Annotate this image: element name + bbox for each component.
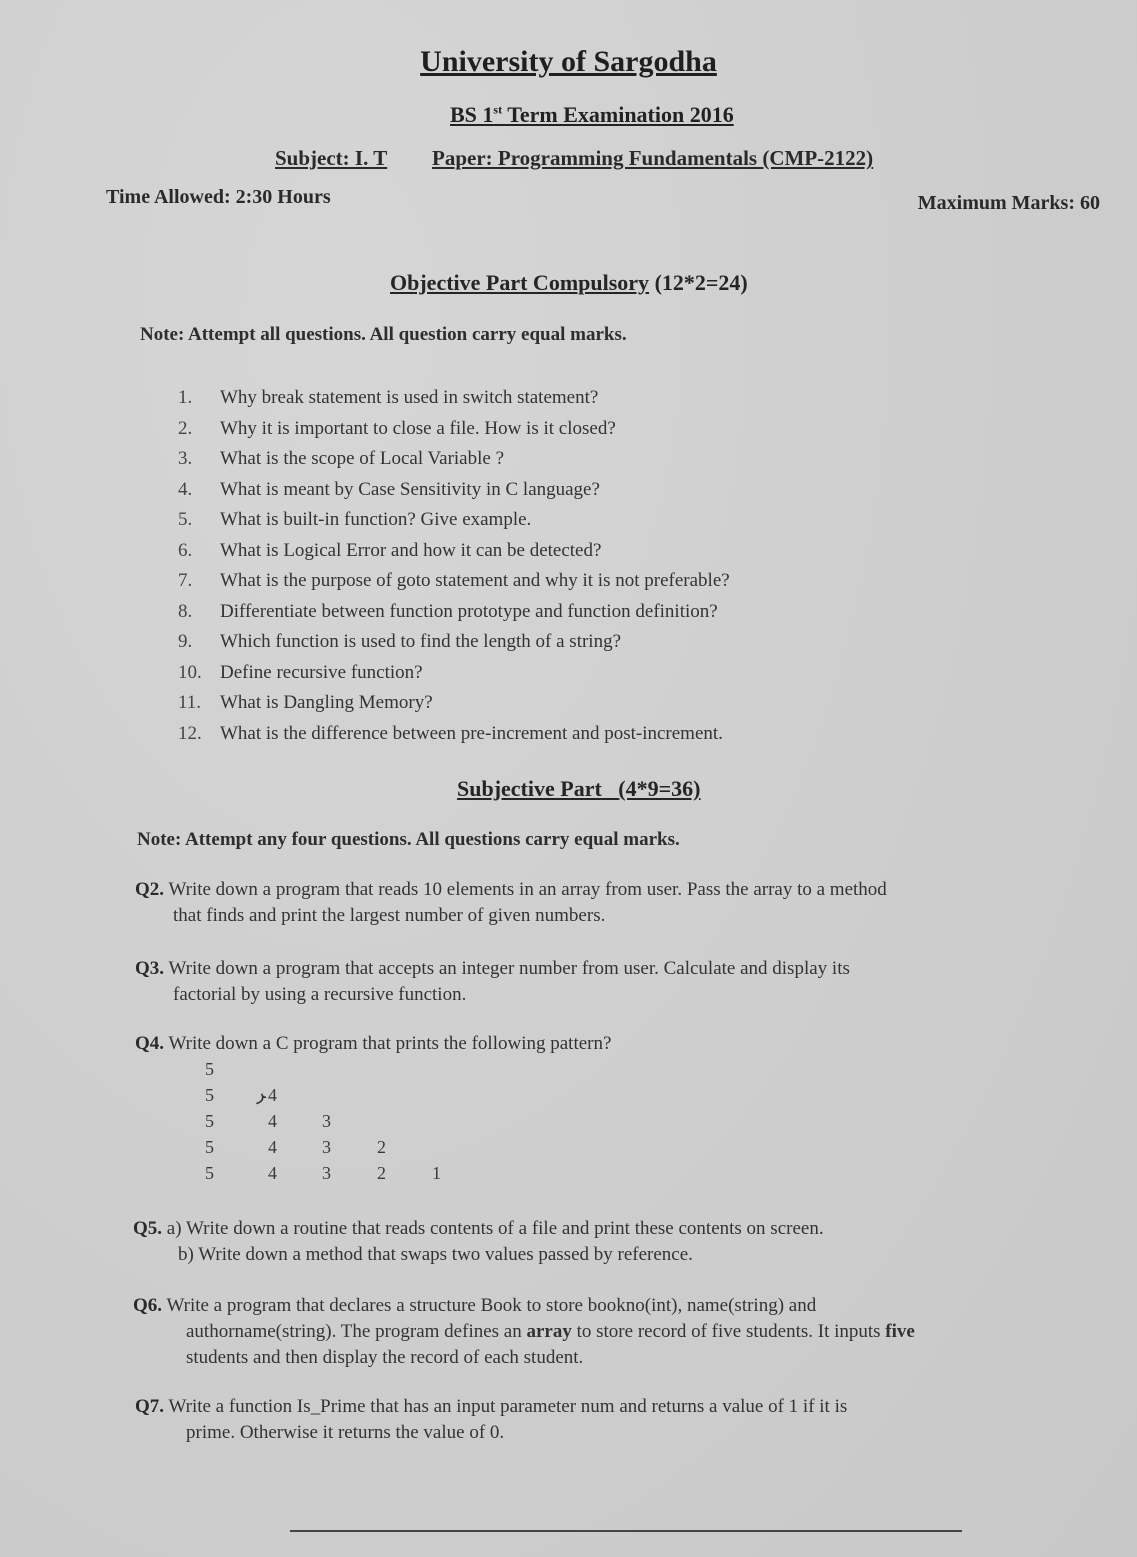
- question-number: 10.: [178, 661, 202, 683]
- question-label: Q3.: [135, 958, 165, 979]
- pattern-cell: 4: [268, 1163, 277, 1183]
- question-number: 1.: [178, 387, 193, 408]
- objective-question: [178, 505, 730, 536]
- question-line: prime. Otherwise it returns the value of 0.: [186, 1422, 505, 1443]
- question-number: 9.: [178, 631, 193, 652]
- objective-question-list: [178, 383, 730, 749]
- question-number: 6.: [178, 539, 193, 561]
- pattern-cell: 5: [205, 1137, 214, 1157]
- exam-superscript: st: [493, 102, 503, 117]
- handwritten-mark-icon: ﺮ: [253, 1082, 267, 1104]
- objective-question: [178, 566, 730, 597]
- subjective-marks: (4*9=36): [618, 776, 701, 801]
- exam-suffix: Term Examination 2016: [502, 102, 734, 127]
- objective-question: [178, 719, 730, 750]
- pattern-cell: 2: [377, 1163, 386, 1183]
- question-line: Write down a program that accepts an integer number from user. Calculate and display its: [164, 958, 850, 979]
- question-line: Write down a program that reads 10 elements in an array from user. Pass the array to a method: [164, 879, 887, 900]
- question-number: 8.: [178, 600, 193, 622]
- question-line: b) Write down a method that swaps two values passed by reference.: [178, 1244, 693, 1265]
- objective-question: [178, 383, 730, 414]
- question-text: Define recursive function?: [220, 661, 423, 683]
- question-q5: [133, 1216, 824, 1268]
- question-number: 2.: [178, 417, 193, 439]
- question-text: Differentiate between function prototype and function definition?: [220, 600, 718, 622]
- question-label: Q4.: [135, 1033, 165, 1054]
- question-text: What is the difference between pre-increment and post-increment.: [220, 722, 723, 744]
- question-line: a) Write down a routine that reads contents of a file and print these contents on screen.: [162, 1218, 824, 1239]
- question-text-bold: five: [885, 1321, 915, 1342]
- question-line: Write a program that declares a structure Book to store bookno(int), name(string) and: [162, 1295, 817, 1316]
- paper-label: Paper: Programming Fundamentals (CMP-2122): [432, 146, 874, 170]
- question-label: Q2.: [135, 879, 165, 900]
- objective-note: Note: Attempt all questions. All question carry equal marks.: [140, 324, 627, 345]
- objective-heading: [390, 270, 748, 296]
- question-text: to store record of five students. It inputs: [571, 1321, 886, 1342]
- question-label: Q5.: [133, 1218, 163, 1239]
- time-allowed: Time Allowed: 2:30 Hours: [106, 186, 331, 208]
- subjective-heading-text: Subjective Part: [457, 776, 602, 801]
- question-line: [133, 1319, 915, 1345]
- objective-question: [178, 597, 730, 628]
- pattern-cell: 5: [205, 1111, 214, 1131]
- question-text: Which function is used to find the length of a string?: [220, 631, 622, 652]
- objective-question: [178, 475, 730, 506]
- subjective-note: Note: Attempt any four questions. All questions carry equal marks.: [137, 829, 680, 850]
- pattern-cell: 3: [322, 1137, 331, 1157]
- question-text: What is the scope of Local Variable ?: [220, 448, 505, 469]
- question-text: Why break statement is used in switch statement?: [220, 387, 599, 408]
- pattern-cell: 4: [268, 1111, 277, 1131]
- question-text: What is Logical Error and how it can be detected?: [220, 539, 602, 561]
- objective-question: [178, 536, 730, 567]
- objective-marks: (12*2=24): [649, 270, 748, 295]
- question-q6: [133, 1293, 915, 1371]
- question-q4: [135, 1031, 611, 1057]
- question-text: authorname(string). The program defines an: [186, 1321, 527, 1342]
- question-line: students and then display the record of each student.: [186, 1347, 584, 1368]
- question-q3: [135, 956, 850, 1008]
- exam-prefix: BS 1: [450, 102, 494, 127]
- pattern-cell: 4: [268, 1137, 277, 1157]
- pattern-cell: 5: [205, 1059, 214, 1079]
- question-number: 11.: [178, 692, 202, 713]
- objective-question: [178, 627, 730, 658]
- question-label: Q6.: [133, 1295, 163, 1316]
- maximum-marks: Maximum Marks: 60: [917, 192, 1100, 214]
- pattern-cell: 5: [205, 1163, 214, 1183]
- university-title: University of Sargodha: [420, 45, 717, 78]
- question-number: 3.: [178, 448, 193, 469]
- question-line: Write a function Is_Prime that has an input parameter num and returns a value of 1 if it is: [164, 1396, 848, 1417]
- question-line: Write down a C program that prints the following pattern?: [164, 1033, 612, 1054]
- pattern-cell: 1: [432, 1163, 441, 1183]
- question-text: What is Dangling Memory?: [220, 692, 433, 713]
- exam-title: [450, 102, 734, 128]
- subjective-heading: [457, 776, 701, 802]
- question-number: 5.: [178, 509, 193, 530]
- objective-question: [178, 688, 730, 719]
- question-text-bold: array: [526, 1321, 572, 1342]
- question-line: that finds and print the largest number of given numbers.: [173, 905, 606, 926]
- question-line: factorial by using a recursive function.: [173, 984, 467, 1005]
- objective-question: [178, 414, 730, 445]
- subject-label: Subject: I. T: [275, 146, 388, 170]
- question-q7: [135, 1394, 847, 1446]
- question-q2: [135, 877, 887, 929]
- pattern-cell: 5: [205, 1085, 214, 1105]
- question-text: What is built-in function? Give example.: [220, 509, 532, 530]
- question-number: 7.: [178, 570, 193, 591]
- pattern-cell: 3: [322, 1163, 331, 1183]
- pattern-cell: 3: [322, 1111, 331, 1131]
- footer-divider: [290, 1530, 962, 1532]
- objective-question: [178, 658, 730, 689]
- pattern-cell: 2: [377, 1137, 386, 1157]
- question-number: 4.: [178, 478, 193, 500]
- question-text: What is meant by Case Sensitivity in C language?: [220, 478, 600, 500]
- question-text: What is the purpose of goto statement and why it is not preferable?: [220, 570, 730, 591]
- objective-heading-text: Objective Part Compulsory: [390, 270, 650, 295]
- objective-question: [178, 444, 730, 475]
- question-number: 12.: [178, 722, 202, 744]
- pattern-cell: 4: [268, 1085, 277, 1105]
- question-label: Q7.: [135, 1396, 165, 1417]
- question-text: Why it is important to close a file. How is it closed?: [220, 417, 616, 439]
